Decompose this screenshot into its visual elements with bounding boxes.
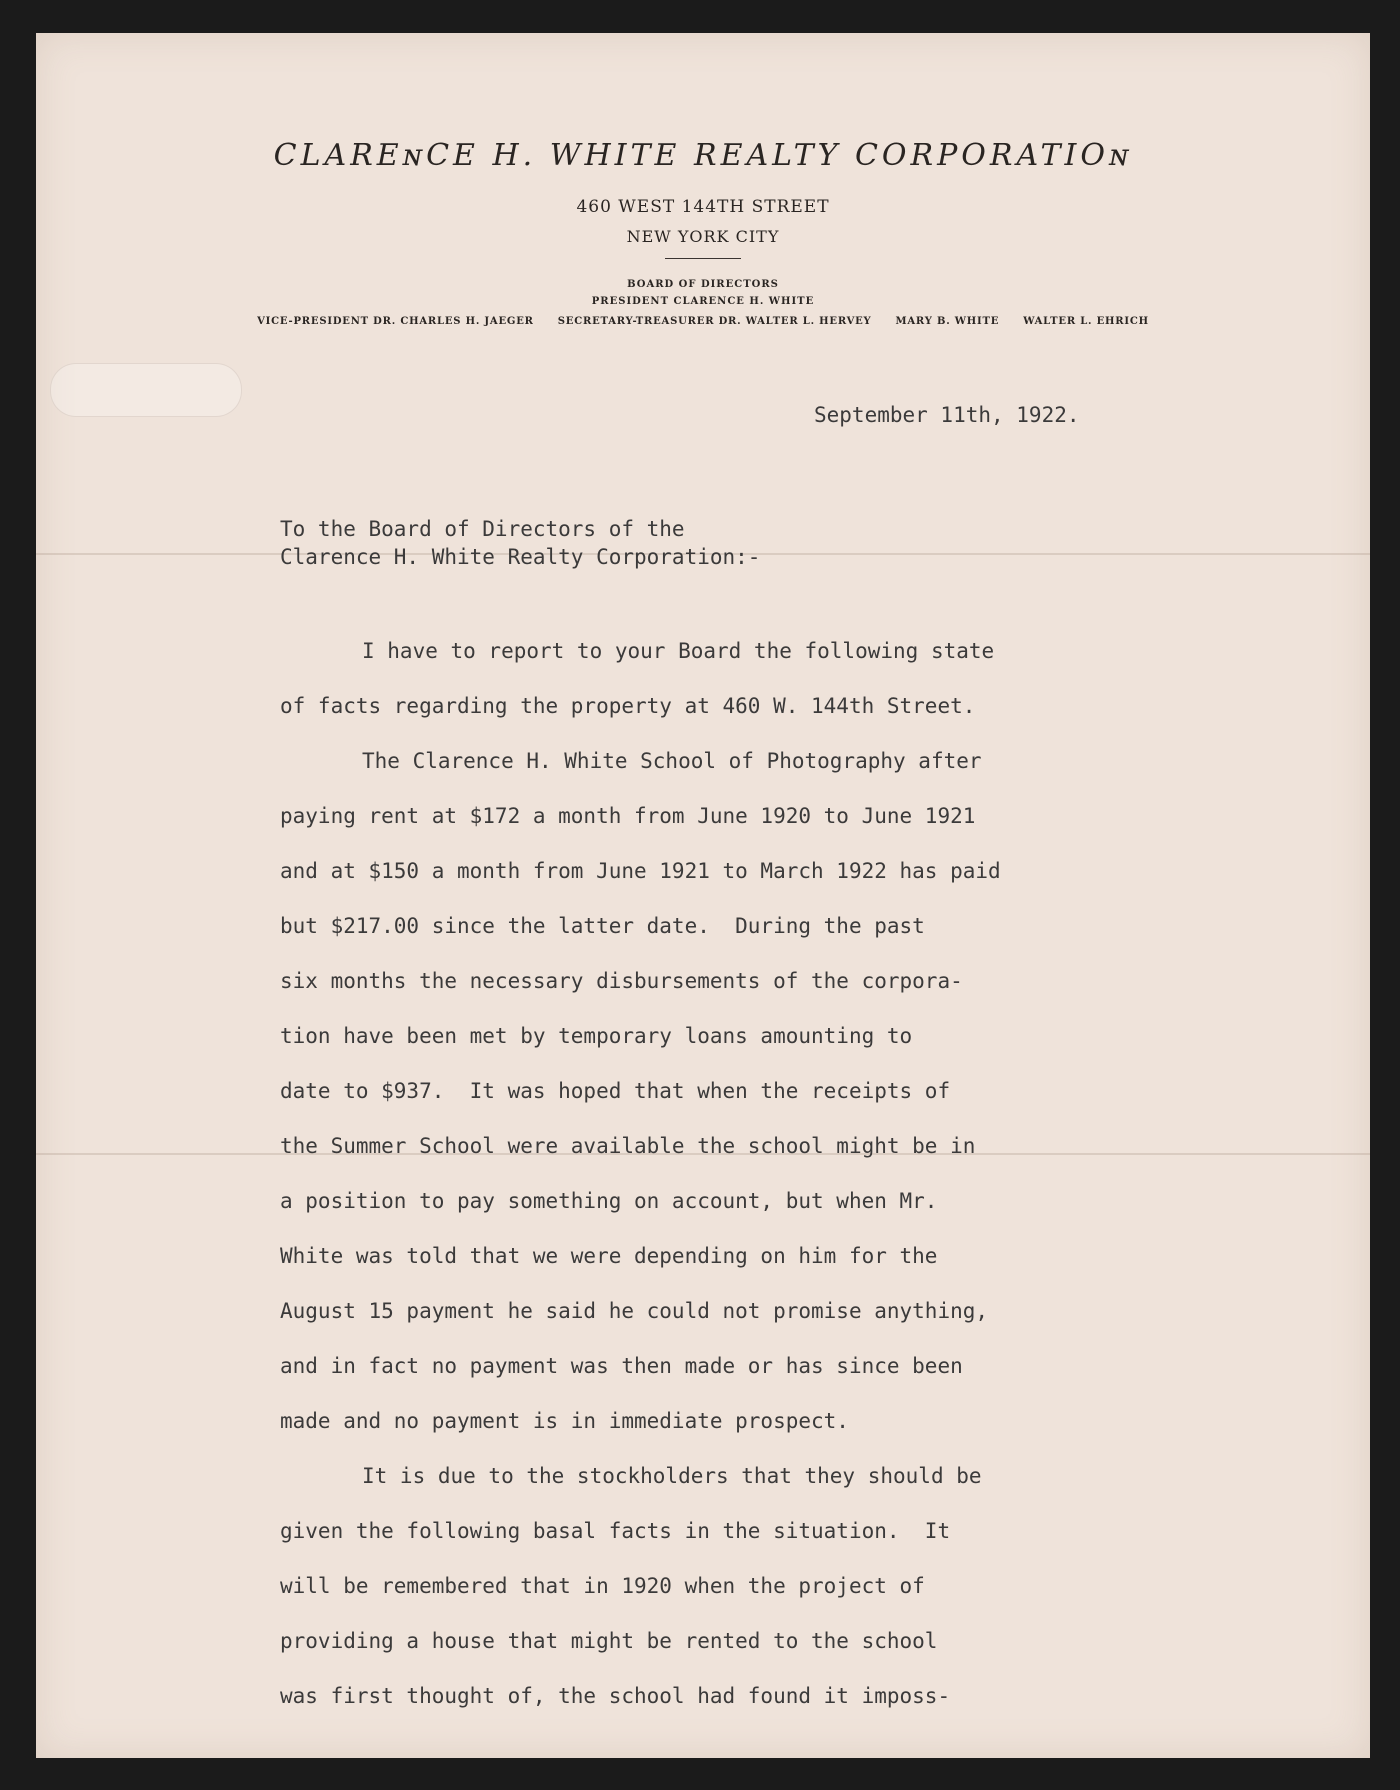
body-line: providing a house that might be rented to the school	[280, 1629, 938, 1653]
body-line: tion have been met by temporary loans amounting to	[280, 1024, 913, 1048]
body-line: a position to pay something on account, but when Mr.	[280, 1189, 938, 1213]
letter-date: September 11th, 1922.	[814, 403, 1080, 427]
director-entry: VICE-PRESIDENT DR. CHARLES H. JAEGER	[257, 316, 534, 327]
board-president: PRESIDENT CLARENCE H. WHITE	[591, 296, 815, 307]
company-name: CLAREɴCE H. WHITE REALTY CORPORATIOɴ	[273, 138, 1133, 173]
body-line: and in fact no payment was then made or has since been	[280, 1354, 963, 1378]
body-line: but $217.00 since the latter date. During the past	[280, 914, 925, 938]
director-entry: SECRETARY-TREASURER DR. WALTER L. HERVEY	[557, 316, 872, 327]
body-line: was first thought of, the school had found it imposs-	[280, 1684, 951, 1708]
body-line: paying rent at $172 a month from June 1920 to June 1921	[280, 804, 976, 828]
body-line: six months the necessary disbursements of the corpora-	[280, 969, 963, 993]
letter-body	[280, 624, 1290, 1724]
body-line: The Clarence H. White School of Photography after	[362, 749, 982, 773]
body-line: the Summer School were available the school might be in	[280, 1134, 976, 1158]
director-entry: WALTER L. EHRICH	[1023, 316, 1149, 327]
address-street: 460 WEST 144TH STREET	[576, 197, 830, 217]
director-entry: MARY B. WHITE	[895, 316, 1000, 327]
letter-page	[36, 33, 1370, 1758]
salutation-line: To the Board of Directors of the	[280, 517, 685, 541]
body-line: made and no payment is in immediate prospect.	[280, 1409, 849, 1433]
salutation	[280, 515, 760, 571]
body-line: and at $150 a month from June 1921 to March 1922 has paid	[280, 859, 1001, 883]
body-line: date to $937. It was hoped that when the receipts of	[280, 1079, 951, 1103]
body-line: It is due to the stockholders that they should be	[362, 1464, 982, 1488]
board-directors	[36, 316, 1370, 327]
divider	[665, 258, 741, 259]
body-line: I have to report to your Board the following state	[362, 639, 995, 663]
body-line: of facts regarding the property at 460 W. 144th Street.	[280, 694, 976, 718]
body-line: White was told that we were depending on him for the	[280, 1244, 938, 1268]
address-city: NEW YORK CITY	[626, 227, 780, 246]
body-line: given the following basal facts in the situation. It	[280, 1519, 951, 1543]
paper-clip-mark	[50, 363, 242, 417]
body-line: will be remembered that in 1920 when the project of	[280, 1574, 925, 1598]
board-heading: BOARD OF DIRECTORS	[627, 279, 779, 290]
letterhead	[36, 138, 1370, 327]
body-line: August 15 payment he said he could not promise anything,	[280, 1299, 989, 1323]
salutation-line: Clarence H. White Realty Corporation:-	[280, 545, 761, 569]
